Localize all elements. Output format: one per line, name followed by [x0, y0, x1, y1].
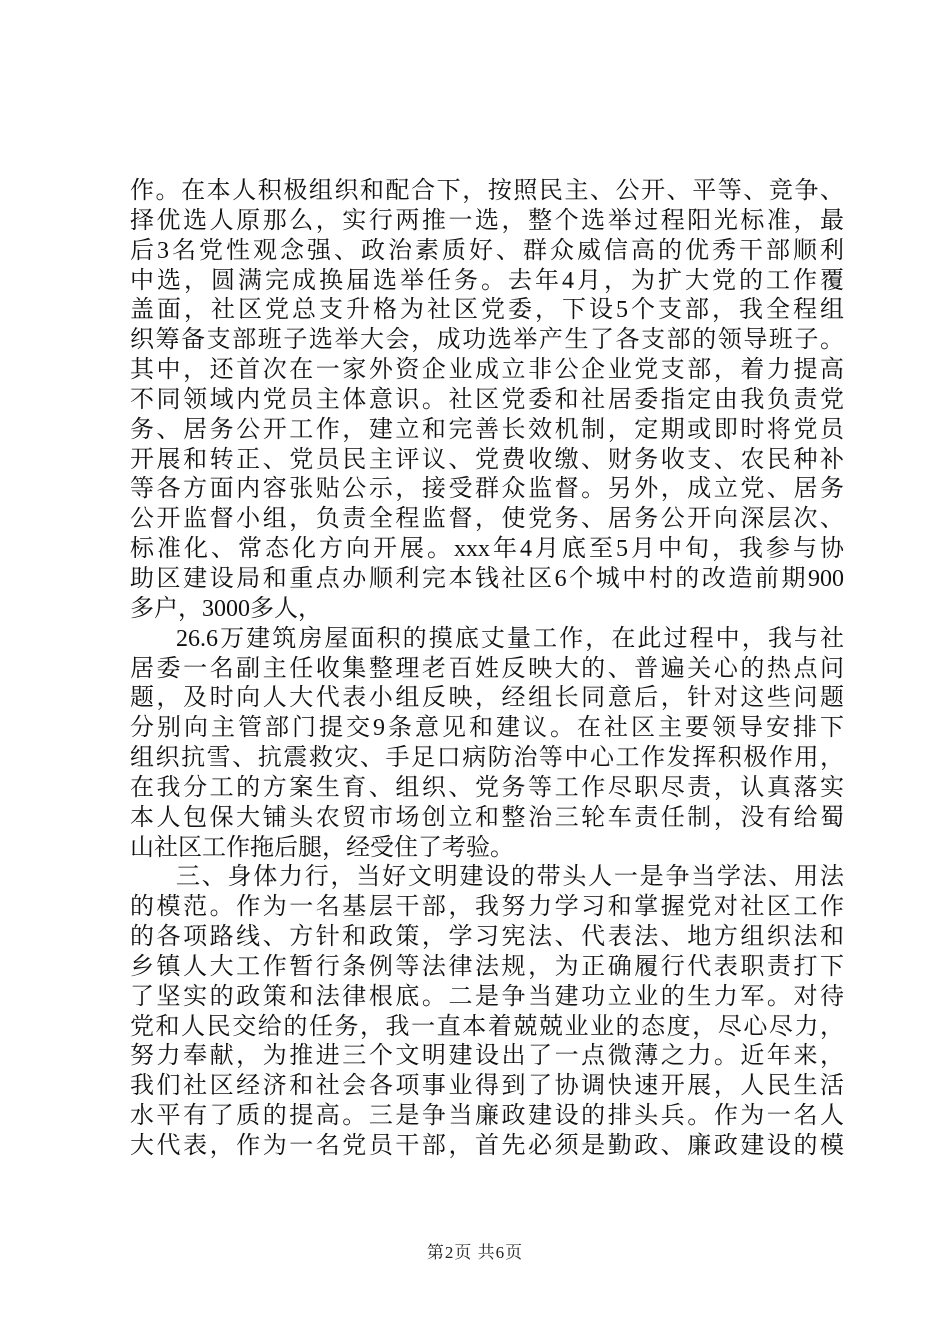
text-line: 题，及时向人大代表小组反映，经组长同意后，针对这些问题	[130, 685, 844, 712]
paragraph-3	[130, 863, 844, 1161]
text-line: 择优选人原那么，实行两推一选，整个选举过程阳光标准，最	[130, 207, 844, 234]
text-line: 乡镇人大工作暂行条例等法律法规，为正确履行代表职责打下	[130, 953, 844, 980]
text-line: 织筹备支部班子选举大会，成功选举产生了各支部的领导班子。	[130, 327, 844, 354]
text-line: 盖面，社区党总支升格为社区党委，下设5个支部，我全程组	[130, 297, 844, 324]
text-line: 其中，还首次在一家外资企业成立非公企业党支部，着力提高	[130, 357, 844, 384]
text-line: 三、身体力行，当好文明建设的带头人一是争当学法、用法	[176, 864, 844, 891]
paragraph-1	[130, 177, 844, 625]
text-line: 多户，3000多人，	[130, 595, 322, 622]
text-line: 我们社区经济和社会各项事业得到了协调快速开展，人民生活	[130, 1073, 844, 1100]
text-line: 作。在本人积极组织和配合下，按照民主、公开、平等、竞争、	[130, 178, 844, 204]
text-line: 后3名党性观念强、政治素质好、群众威信高的优秀干部顺利	[130, 237, 844, 264]
text-line: 等各方面内容张贴公示，接受群众监督。另外，成立党、居务	[130, 476, 844, 503]
paragraph-2	[130, 625, 844, 864]
text-line: 本人包保大铺头农贸市场创立和整治三轮车责任制，没有给蜀	[130, 804, 844, 831]
text-line: 开展和转正、党员民主评议、党费收缴、财务收支、农民种补	[130, 446, 844, 473]
text-line: 居委一名副主任收集整理老百姓反映大的、普遍关心的热点问	[130, 655, 844, 682]
text-line: 山社区工作拖后腿，经受住了考验。	[130, 834, 514, 861]
text-line: 26.6万建筑房屋面积的摸底丈量工作，在此过程中，我与社	[176, 625, 844, 652]
text-line: 大代表，作为一名党员干部，首先必须是勤政、廉政建设的模	[130, 1133, 844, 1159]
page-footer	[0, 1241, 950, 1265]
text-line: 务、居务公开工作，建立和完善长效机制，定期或即时将党员	[130, 416, 844, 443]
text-line: 水平有了质的提高。三是争当廉政建设的排头兵。作为一名人	[130, 1103, 844, 1130]
text-line: 公开监督小组，负责全程监督，使党务、居务公开向深层次、	[130, 506, 844, 533]
text-line: 标准化、常态化方向开展。xxx年4月底至5月中旬，我参与协	[130, 536, 844, 563]
text-line: 党和人民交给的任务，我一直本着兢兢业业的态度，尽心尽力，	[130, 1013, 844, 1040]
text-line: 了坚实的政策和法律根底。二是争当建功立业的生力军。对待	[130, 983, 844, 1010]
text-line: 不同领域内党员主体意识。社区党委和社居委指定由我负责党	[130, 386, 844, 413]
page-number-label: 第2页 共6页	[426, 1243, 524, 1262]
text-line: 的各项路线、方针和政策，学习宪法、代表法、地方组织法和	[130, 924, 844, 951]
text-line: 分别向主管部门提交9条意见和建议。在社区主要领导安排下	[130, 715, 844, 742]
text-line: 在我分工的方案生育、组织、党务等工作尽职尽责，认真落实	[130, 774, 844, 801]
text-line: 中选，圆满完成换届选举任务。去年4月，为扩大党的工作覆	[130, 267, 844, 294]
document-body	[130, 177, 844, 1162]
text-line: 的模范。作为一名基层干部，我努力学习和掌握党对社区工作	[130, 894, 844, 921]
text-line: 努力奉献，为推进三个文明建设出了一点微薄之力。近年来，	[130, 1043, 844, 1070]
text-line: 助区建设局和重点办顺利完本钱社区6个城中村的改造前期900	[130, 565, 844, 592]
text-line: 组织抗雪、抗震救灾、手足口病防治等中心工作发挥积极作用，	[130, 745, 844, 772]
